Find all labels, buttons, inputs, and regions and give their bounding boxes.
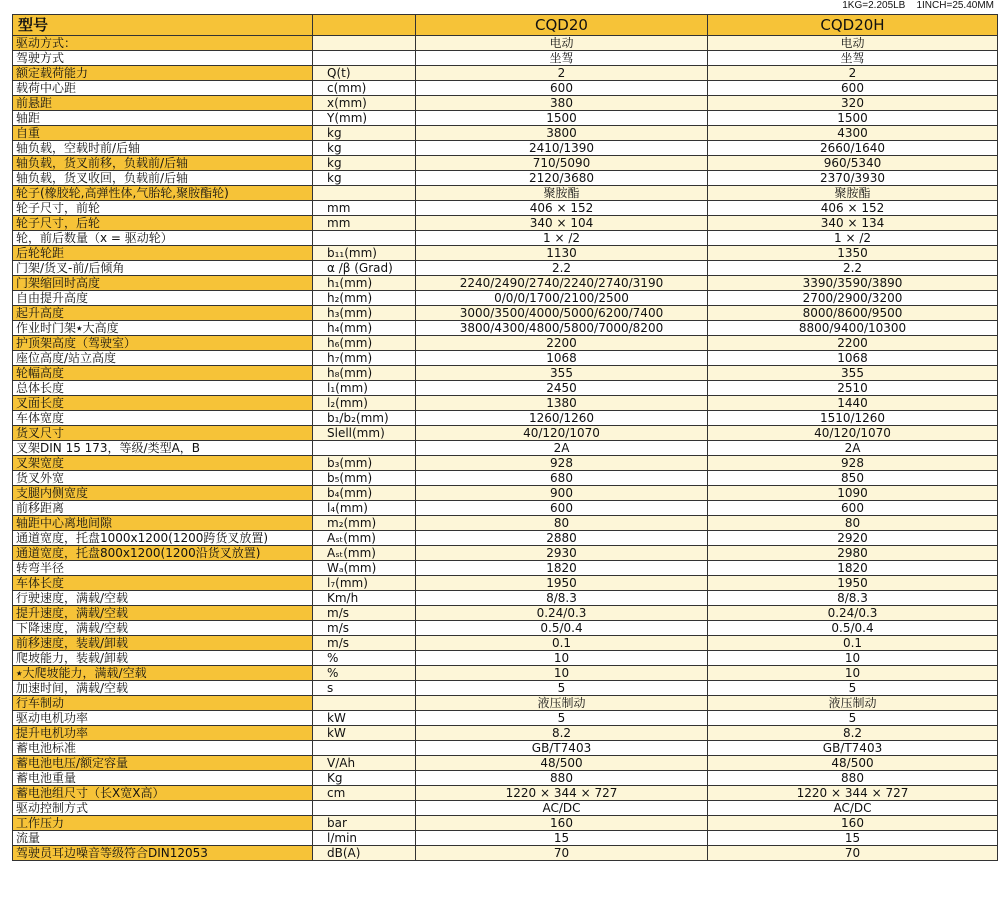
- row-label: 叉面长度: [13, 396, 313, 411]
- row-value-cqd20h: 8.2: [708, 726, 998, 741]
- row-value-cqd20h: 1820: [708, 561, 998, 576]
- row-value-cqd20h: 880: [708, 771, 998, 786]
- row-label: 载荷中心距: [13, 81, 313, 96]
- row-value-cqd20: 3800: [416, 126, 708, 141]
- row-value-cqd20: 10: [416, 666, 708, 681]
- row-unit: mm: [313, 216, 416, 231]
- row-label: 提升电机功率: [13, 726, 313, 741]
- table-row: [13, 471, 998, 486]
- table-row: [13, 726, 998, 741]
- row-label: 蓄电池标准: [13, 741, 313, 756]
- row-value-cqd20: 1500: [416, 111, 708, 126]
- row-unit: Km/h: [313, 591, 416, 606]
- row-unit: h₆(mm): [313, 336, 416, 351]
- row-value-cqd20: 710/5090: [416, 156, 708, 171]
- table-row: [13, 816, 998, 831]
- table-row: [13, 756, 998, 771]
- table-row: [13, 156, 998, 171]
- table-row: [13, 321, 998, 336]
- row-value-cqd20: 70: [416, 846, 708, 861]
- row-label: 叉架宽度: [13, 456, 313, 471]
- row-unit: h₈(mm): [313, 366, 416, 381]
- row-label: 车体长度: [13, 576, 313, 591]
- row-value-cqd20h: 0.24/0.3: [708, 606, 998, 621]
- row-value-cqd20: AC/DC: [416, 801, 708, 816]
- row-value-cqd20h: 2A: [708, 441, 998, 456]
- row-unit: c(mm): [313, 81, 416, 96]
- row-label: 驱动控制方式: [13, 801, 313, 816]
- row-label: 自重: [13, 126, 313, 141]
- row-unit: h₃(mm): [313, 306, 416, 321]
- row-label: 车体宽度: [13, 411, 313, 426]
- row-value-cqd20: 340 × 104: [416, 216, 708, 231]
- row-value-cqd20: 2240/2490/2740/2240/2740/3190: [416, 276, 708, 291]
- row-value-cqd20: 80: [416, 516, 708, 531]
- row-unit: l/min: [313, 831, 416, 846]
- table-row: [13, 636, 998, 651]
- row-value-cqd20: 15: [416, 831, 708, 846]
- row-label: 轴距: [13, 111, 313, 126]
- row-label: 驱动电机功率: [13, 711, 313, 726]
- row-label: 轮子(橡胶轮,高弹性体,气胎轮,聚胺酯轮): [13, 186, 313, 201]
- row-value-cqd20h: 1440: [708, 396, 998, 411]
- row-value-cqd20h: 2.2: [708, 261, 998, 276]
- row-label: 护顶架高度（驾驶室）: [13, 336, 313, 351]
- table-row: [13, 831, 998, 846]
- row-value-cqd20h: 160: [708, 816, 998, 831]
- row-value-cqd20: 5: [416, 711, 708, 726]
- header-model-cqd20: CQD20: [416, 15, 708, 36]
- row-value-cqd20: 8/8.3: [416, 591, 708, 606]
- table-row: [13, 111, 998, 126]
- row-value-cqd20: 680: [416, 471, 708, 486]
- row-unit: l₄(mm): [313, 501, 416, 516]
- row-unit: m₂(mm): [313, 516, 416, 531]
- row-unit: b₅(mm): [313, 471, 416, 486]
- row-value-cqd20: 1950: [416, 576, 708, 591]
- row-value-cqd20: 160: [416, 816, 708, 831]
- table-row: [13, 36, 998, 51]
- table-row: [13, 396, 998, 411]
- row-value-cqd20: 1820: [416, 561, 708, 576]
- row-value-cqd20h: 600: [708, 501, 998, 516]
- table-row: [13, 306, 998, 321]
- row-unit: Wₐ(mm): [313, 561, 416, 576]
- row-value-cqd20: 2.2: [416, 261, 708, 276]
- row-unit: [313, 441, 416, 456]
- row-label: 额定载荷能力: [13, 66, 313, 81]
- row-unit: %: [313, 666, 416, 681]
- row-unit: %: [313, 651, 416, 666]
- row-value-cqd20h: 600: [708, 81, 998, 96]
- table-row: [13, 141, 998, 156]
- table-row: [13, 786, 998, 801]
- row-unit: Q(t): [313, 66, 416, 81]
- row-value-cqd20h: 15: [708, 831, 998, 846]
- row-unit: Y(mm): [313, 111, 416, 126]
- table-row: [13, 366, 998, 381]
- row-value-cqd20h: 10: [708, 666, 998, 681]
- row-unit: α /β (Grad): [313, 261, 416, 276]
- row-value-cqd20h: 1510/1260: [708, 411, 998, 426]
- row-value-cqd20: 880: [416, 771, 708, 786]
- row-value-cqd20: 600: [416, 501, 708, 516]
- row-unit: h₁(mm): [313, 276, 416, 291]
- header-model-label: 型号: [13, 15, 313, 36]
- row-value-cqd20: 坐驾: [416, 51, 708, 66]
- table-row: [13, 441, 998, 456]
- row-label: 货叉尺寸: [13, 426, 313, 441]
- row-value-cqd20: 48/500: [416, 756, 708, 771]
- row-label: 作业时门架٭大高度: [13, 321, 313, 336]
- table-row: [13, 501, 998, 516]
- row-label: 轮子尺寸，后轮: [13, 216, 313, 231]
- row-value-cqd20h: 2370/3930: [708, 171, 998, 186]
- row-value-cqd20h: 320: [708, 96, 998, 111]
- row-value-cqd20: 900: [416, 486, 708, 501]
- row-unit: h₇(mm): [313, 351, 416, 366]
- table-row: [13, 96, 998, 111]
- row-value-cqd20: 聚胺酯: [416, 186, 708, 201]
- row-value-cqd20: 2A: [416, 441, 708, 456]
- table-row: [13, 66, 998, 81]
- row-value-cqd20h: 928: [708, 456, 998, 471]
- row-value-cqd20: GB/T7403: [416, 741, 708, 756]
- row-label: 通道宽度，托盘1000x1200(1200跨货叉放置): [13, 531, 313, 546]
- row-value-cqd20h: 850: [708, 471, 998, 486]
- row-value-cqd20h: 1 × /2: [708, 231, 998, 246]
- row-value-cqd20: 5: [416, 681, 708, 696]
- table-row: [13, 336, 998, 351]
- table-row: [13, 126, 998, 141]
- table-row: [13, 426, 998, 441]
- row-label: 座位高度/站立高度: [13, 351, 313, 366]
- row-value-cqd20h: AC/DC: [708, 801, 998, 816]
- row-label: 驾驶员耳边噪音等级符合DIN12053: [13, 846, 313, 861]
- row-label: 后轮轮距: [13, 246, 313, 261]
- row-unit: Aₛₜ(mm): [313, 531, 416, 546]
- row-value-cqd20: 1 × /2: [416, 231, 708, 246]
- row-value-cqd20: 406 × 152: [416, 201, 708, 216]
- table-row: [13, 606, 998, 621]
- row-label: 前悬距: [13, 96, 313, 111]
- row-value-cqd20h: 3390/3590/3890: [708, 276, 998, 291]
- row-label: 支腿内侧宽度: [13, 486, 313, 501]
- row-unit: m/s: [313, 606, 416, 621]
- row-value-cqd20h: 5: [708, 681, 998, 696]
- row-value-cqd20: 3000/3500/4000/5000/6200/7400: [416, 306, 708, 321]
- row-unit: x(mm): [313, 96, 416, 111]
- row-unit: b₃(mm): [313, 456, 416, 471]
- table-row: [13, 186, 998, 201]
- row-value-cqd20h: 液压制动: [708, 696, 998, 711]
- row-value-cqd20: 0/0/0/1700/2100/2500: [416, 291, 708, 306]
- table-row: [13, 531, 998, 546]
- row-label: 轮子尺寸，前轮: [13, 201, 313, 216]
- table-row: [13, 411, 998, 426]
- table-row: [13, 741, 998, 756]
- row-unit: kg: [313, 171, 416, 186]
- table-row: [13, 276, 998, 291]
- row-unit: l₁(mm): [313, 381, 416, 396]
- row-value-cqd20h: 2920: [708, 531, 998, 546]
- row-label: 通道宽度，托盘800x1200(1200沿货叉放置): [13, 546, 313, 561]
- row-label: 工作压力: [13, 816, 313, 831]
- row-value-cqd20h: 48/500: [708, 756, 998, 771]
- row-value-cqd20: 2930: [416, 546, 708, 561]
- row-unit: cm: [313, 786, 416, 801]
- row-unit: dB(A): [313, 846, 416, 861]
- row-unit: kW: [313, 726, 416, 741]
- row-value-cqd20h: 1950: [708, 576, 998, 591]
- row-label: 行车制动: [13, 696, 313, 711]
- table-row: [13, 246, 998, 261]
- row-value-cqd20: 2410/1390: [416, 141, 708, 156]
- row-value-cqd20h: 坐驾: [708, 51, 998, 66]
- table-row: [13, 591, 998, 606]
- row-unit: kg: [313, 156, 416, 171]
- row-value-cqd20h: 0.5/0.4: [708, 621, 998, 636]
- row-label: 轴负载，空载时前/后轴: [13, 141, 313, 156]
- row-value-cqd20: 液压制动: [416, 696, 708, 711]
- table-row: [13, 486, 998, 501]
- row-unit: b₄(mm): [313, 486, 416, 501]
- table-row: [13, 51, 998, 66]
- table-row: [13, 351, 998, 366]
- row-unit: kW: [313, 711, 416, 726]
- header-row: [13, 15, 998, 36]
- row-value-cqd20h: GB/T7403: [708, 741, 998, 756]
- row-value-cqd20: 2120/3680: [416, 171, 708, 186]
- row-label: 货叉外宽: [13, 471, 313, 486]
- row-value-cqd20h: 8000/8600/9500: [708, 306, 998, 321]
- row-unit: h₂(mm): [313, 291, 416, 306]
- row-value-cqd20h: 2510: [708, 381, 998, 396]
- row-value-cqd20h: 电动: [708, 36, 998, 51]
- row-unit: l₇(mm): [313, 576, 416, 591]
- table-row: [13, 291, 998, 306]
- row-value-cqd20h: 1068: [708, 351, 998, 366]
- table-row: [13, 171, 998, 186]
- table-row: [13, 201, 998, 216]
- table-row: [13, 381, 998, 396]
- row-label: 加速时间，满载/空载: [13, 681, 313, 696]
- row-unit: Aₛₜ(mm): [313, 546, 416, 561]
- row-unit: [313, 741, 416, 756]
- row-value-cqd20h: 聚胺酯: [708, 186, 998, 201]
- row-value-cqd20: 928: [416, 456, 708, 471]
- row-value-cqd20h: 960/5340: [708, 156, 998, 171]
- row-unit: Slell(mm): [313, 426, 416, 441]
- row-unit: bar: [313, 816, 416, 831]
- row-label: 提升速度，满载/空载: [13, 606, 313, 621]
- table-row: [13, 561, 998, 576]
- row-value-cqd20: 2450: [416, 381, 708, 396]
- row-value-cqd20h: 80: [708, 516, 998, 531]
- row-value-cqd20: 0.1: [416, 636, 708, 651]
- table-row: [13, 456, 998, 471]
- row-label: 蓄电池组尺寸（长X宽X高）: [13, 786, 313, 801]
- table-row: [13, 681, 998, 696]
- row-value-cqd20: 0.5/0.4: [416, 621, 708, 636]
- table-row: [13, 216, 998, 231]
- row-value-cqd20: 1130: [416, 246, 708, 261]
- row-value-cqd20h: 340 × 134: [708, 216, 998, 231]
- table-row: [13, 231, 998, 246]
- row-unit: b₁₁(mm): [313, 246, 416, 261]
- row-value-cqd20: 380: [416, 96, 708, 111]
- table-row: [13, 666, 998, 681]
- row-value-cqd20: 1260/1260: [416, 411, 708, 426]
- row-value-cqd20: 2880: [416, 531, 708, 546]
- row-value-cqd20h: 1350: [708, 246, 998, 261]
- row-label: 轴距中心离地间隙: [13, 516, 313, 531]
- table-row: [13, 516, 998, 531]
- row-value-cqd20: 电动: [416, 36, 708, 51]
- row-unit: V/Ah: [313, 756, 416, 771]
- row-label: 转弯半径: [13, 561, 313, 576]
- row-label: 下降速度，满载/空载: [13, 621, 313, 636]
- row-value-cqd20: 3800/4300/4800/5800/7000/8200: [416, 321, 708, 336]
- row-value-cqd20: 600: [416, 81, 708, 96]
- table-row: [13, 651, 998, 666]
- row-value-cqd20: 2200: [416, 336, 708, 351]
- row-label: 前移速度，装载/卸载: [13, 636, 313, 651]
- row-value-cqd20h: 1220 × 344 × 727: [708, 786, 998, 801]
- table-row: [13, 771, 998, 786]
- row-value-cqd20h: 1090: [708, 486, 998, 501]
- row-label: ٭大爬坡能力，满载/空载: [13, 666, 313, 681]
- table-row: [13, 696, 998, 711]
- row-unit: [313, 231, 416, 246]
- row-unit: s: [313, 681, 416, 696]
- row-unit: [313, 801, 416, 816]
- row-label: 自由提升高度: [13, 291, 313, 306]
- row-label: 驾驶方式: [13, 51, 313, 66]
- row-value-cqd20h: 5: [708, 711, 998, 726]
- row-value-cqd20h: 1500: [708, 111, 998, 126]
- row-value-cqd20h: 406 × 152: [708, 201, 998, 216]
- row-unit: kg: [313, 126, 416, 141]
- row-value-cqd20h: 2: [708, 66, 998, 81]
- row-unit: [313, 51, 416, 66]
- row-label: 蓄电池电压/额定容量: [13, 756, 313, 771]
- table-row: [13, 546, 998, 561]
- row-value-cqd20: 8.2: [416, 726, 708, 741]
- row-value-cqd20h: 0.1: [708, 636, 998, 651]
- row-unit: l₂(mm): [313, 396, 416, 411]
- row-label: 轮幅高度: [13, 366, 313, 381]
- row-value-cqd20h: 2660/1640: [708, 141, 998, 156]
- row-unit: m/s: [313, 636, 416, 651]
- row-value-cqd20h: 4300: [708, 126, 998, 141]
- row-value-cqd20h: 8800/9400/10300: [708, 321, 998, 336]
- row-value-cqd20h: 70: [708, 846, 998, 861]
- row-unit: [313, 696, 416, 711]
- row-label: 总体长度: [13, 381, 313, 396]
- row-value-cqd20: 40/120/1070: [416, 426, 708, 441]
- row-unit: m/s: [313, 621, 416, 636]
- table-row: [13, 711, 998, 726]
- row-label: 轴负载，货叉收回，负载前/后轴: [13, 171, 313, 186]
- row-value-cqd20: 1220 × 344 × 727: [416, 786, 708, 801]
- row-value-cqd20: 1068: [416, 351, 708, 366]
- row-value-cqd20h: 2980: [708, 546, 998, 561]
- row-unit: kg: [313, 141, 416, 156]
- row-label: 门架/货叉-前/后倾角: [13, 261, 313, 276]
- row-unit: b₁/b₂(mm): [313, 411, 416, 426]
- row-value-cqd20h: 10: [708, 651, 998, 666]
- row-unit: h₄(mm): [313, 321, 416, 336]
- row-label: 蓄电池重量: [13, 771, 313, 786]
- table-row: [13, 801, 998, 816]
- table-row: [13, 846, 998, 861]
- row-value-cqd20h: 355: [708, 366, 998, 381]
- table-row: [13, 621, 998, 636]
- spec-table: [12, 14, 998, 861]
- row-label: 叉架DIN 15 173，等级/类型A，B: [13, 441, 313, 456]
- row-value-cqd20h: 40/120/1070: [708, 426, 998, 441]
- row-value-cqd20: 0.24/0.3: [416, 606, 708, 621]
- row-unit: Kg: [313, 771, 416, 786]
- row-value-cqd20h: 2200: [708, 336, 998, 351]
- row-label: 轮，前后数量（x = 驱动轮）: [13, 231, 313, 246]
- row-value-cqd20h: 8/8.3: [708, 591, 998, 606]
- row-label: 驱动方式：: [13, 36, 313, 51]
- header-model-cqd20h: CQD20H: [708, 15, 998, 36]
- table-row: [13, 81, 998, 96]
- row-label: 门架缩回时高度: [13, 276, 313, 291]
- header-unit-cell: [313, 15, 416, 36]
- row-label: 爬坡能力，装载/卸载: [13, 651, 313, 666]
- row-unit: mm: [313, 201, 416, 216]
- row-unit: [313, 186, 416, 201]
- row-value-cqd20: 1380: [416, 396, 708, 411]
- table-row: [13, 261, 998, 276]
- row-label: 前移距离: [13, 501, 313, 516]
- row-value-cqd20: 10: [416, 651, 708, 666]
- row-label: 起升高度: [13, 306, 313, 321]
- unit-conversion-note: 1KG=2.205LB 1INCH=25.40MM: [842, 0, 994, 11]
- row-value-cqd20: 355: [416, 366, 708, 381]
- row-label: 流量: [13, 831, 313, 846]
- table-row: [13, 576, 998, 591]
- row-label: 轴负载，货叉前移，负载前/后轴: [13, 156, 313, 171]
- row-label: 行驶速度，满载/空载: [13, 591, 313, 606]
- row-value-cqd20: 2: [416, 66, 708, 81]
- row-unit: [313, 36, 416, 51]
- row-value-cqd20h: 2700/2900/3200: [708, 291, 998, 306]
